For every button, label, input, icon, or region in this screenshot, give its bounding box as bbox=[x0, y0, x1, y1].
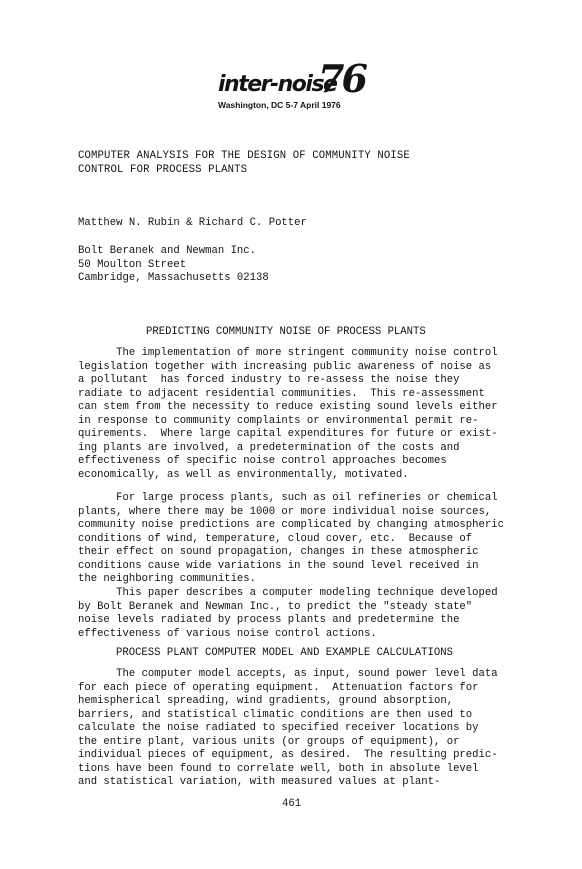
paragraph-line: ing plants are involved, a predetermination of the costs and bbox=[78, 441, 460, 454]
paragraph-line: and statistical variation, with measured values at plant- bbox=[78, 776, 441, 788]
paragraph-line: the entire plant, various units (or groups of equipment), or bbox=[78, 735, 460, 748]
paragraph-line: the neighboring communities. bbox=[78, 573, 257, 585]
authors: Matthew N. Rubin & Richard C. Potter bbox=[78, 217, 307, 229]
page-number: 461 bbox=[282, 798, 302, 810]
section-heading: PROCESS PLANT COMPUTER MODEL AND EXAMPLE CALCULATIONS bbox=[116, 647, 453, 659]
paragraph-line: For large process plants, such as oil refineries or chemical bbox=[78, 492, 498, 504]
paragraph-line: individual pieces of equipment, as desired. The resulting predic- bbox=[78, 749, 498, 761]
paragraph-line: calculate the noise radiated to specified receiver locations by bbox=[78, 722, 479, 734]
paragraph-line: by Bolt Beranek and Newman Inc., to predict the "steady state" bbox=[78, 600, 473, 613]
paragraph-line: noise levels radiated by process plants and predetermine the bbox=[78, 614, 460, 626]
paper-title bbox=[78, 150, 410, 177]
title-line: CONTROL FOR PROCESS PLANTS bbox=[78, 163, 248, 176]
affiliation-line: Bolt Beranek and Newman Inc. bbox=[78, 245, 257, 257]
conference-logo bbox=[218, 56, 365, 112]
paragraph-line: community noise predictions are complicated by changing atmospheric bbox=[78, 519, 504, 531]
paragraph-line: can stem from the necessity to reduce existing sound levels either bbox=[78, 401, 498, 413]
paragraph-line: conditions cause wide variations in the sound level received in bbox=[78, 559, 479, 572]
affiliation bbox=[78, 245, 269, 286]
paragraph-line: barriers, and statistical climatic conditions are then used to bbox=[78, 708, 473, 721]
paragraph-line: legislation together with increasing public awareness of noise as bbox=[78, 360, 492, 373]
paragraph bbox=[78, 492, 504, 587]
logo-text: inter-noise bbox=[218, 72, 337, 97]
paragraph-line: effectiveness of various noise control actions. bbox=[78, 627, 377, 640]
paragraph-line: economically, as well as environmentally, motivated. bbox=[78, 468, 409, 481]
paragraph bbox=[78, 668, 498, 790]
paragraph-line: The implementation of more stringent community noise control bbox=[78, 347, 498, 359]
paragraph-line: This paper describes a computer modeling technique developed bbox=[78, 587, 498, 599]
paragraph-line: hemispherical spreading, wind gradients, ground absorption, bbox=[78, 695, 454, 707]
paragraph-line: plants, where there may be 1000 or more individual noise sources, bbox=[78, 505, 492, 518]
affiliation-line: Cambridge, Massachusetts 02138 bbox=[78, 272, 269, 284]
paragraph-line: tions have been found to correlate well, both in absolute level bbox=[78, 762, 479, 775]
paragraph bbox=[78, 587, 498, 641]
affiliation-line: 50 Moulton Street bbox=[78, 258, 187, 271]
section-heading: PREDICTING COMMUNITY NOISE OF PROCESS PLANTS bbox=[146, 326, 426, 338]
paragraph-line: quirements. Where large capital expenditures for future or exist- bbox=[78, 428, 498, 440]
logo-number: 76 bbox=[318, 56, 365, 101]
paragraph-line: for each piece of operating equipment. Attenuation factors for bbox=[78, 681, 479, 694]
paragraph-line: a pollutant has forced industry to re-assess the noise they bbox=[78, 374, 460, 386]
paragraph-line: radiate to adjacent residential communities. This re-assessment bbox=[78, 387, 485, 400]
paragraph-line: conditions of wind, temperature, cloud cover, etc. Because of bbox=[78, 532, 473, 545]
paragraph-line: The computer model accepts, as input, sound power level data bbox=[78, 668, 498, 680]
logo-subtitle: Washington, DC 5-7 April 1976 bbox=[218, 100, 341, 110]
paragraph-line: effectiveness of specific noise control approaches becomes bbox=[78, 455, 447, 467]
paragraph bbox=[78, 347, 498, 482]
title-line: COMPUTER ANALYSIS FOR THE DESIGN OF COMMUNITY NOISE bbox=[78, 150, 410, 162]
paragraph-line: in response to community complaints or environmental permit re- bbox=[78, 414, 479, 427]
paragraph-line: their effect on sound propagation, changes in these atmospheric bbox=[78, 546, 479, 558]
